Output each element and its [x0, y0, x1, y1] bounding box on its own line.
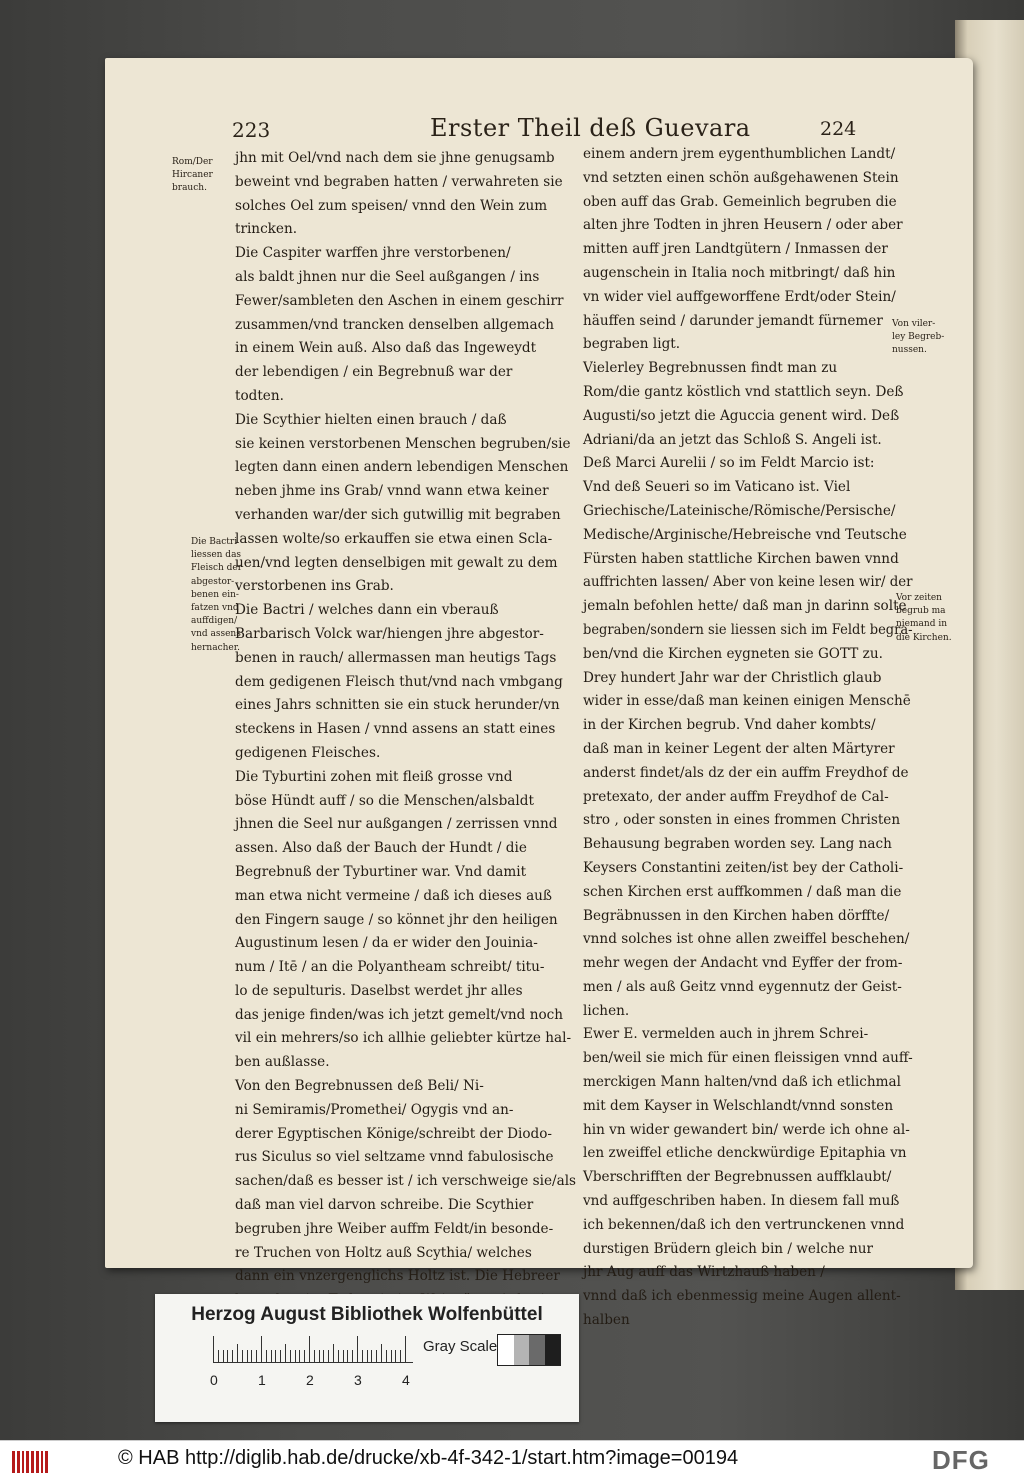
ruler-number: 3 [354, 1372, 362, 1388]
text-line: Keysers Constantini zeiten/ist bey der Catholi- [583, 859, 904, 876]
text-line: verstorbenen ins Grab. [235, 578, 394, 595]
text-line: Griechische/Lateinische/Römische/Persische/ [583, 502, 896, 519]
ruler-tick [400, 1350, 401, 1362]
ruler-tick [309, 1336, 310, 1362]
text-line: jhnen die Seel nur außgangen / zerrissen vnnd [235, 816, 558, 833]
text-line: Barbarisch Volck war/hiengen jhre abgestor- [235, 625, 544, 642]
ruler-tick [290, 1350, 291, 1362]
text-line: ben/weil sie mich für einen fleissigen vnnd auff- [583, 1050, 913, 1067]
text-line: jhn mit Oel/vnd nach dem sie jhne genugsamb [235, 150, 555, 166]
text-line: ich bekennen/daß ich den vertrunckenen vnnd [583, 1216, 905, 1233]
text-line: begraben/sondern sie liessen sich im Feldt begra- [583, 621, 913, 638]
text-line: todten. [235, 387, 284, 404]
ruler-tick [275, 1350, 276, 1362]
text-line: Die Caspiter warffen jhre verstorbenen/ [235, 245, 511, 262]
text-line: Deß Marci Aurelii / so im Feldt Marcio ist: [583, 455, 875, 472]
margin-note-hircaner: Rom/Der Hircaner brauch. [172, 157, 213, 194]
ruler-numbers [155, 1372, 579, 1392]
text-line: zusammen/vnd trancken denselben allgemach [235, 316, 555, 333]
text-line: Vielerley Begrebnussen findt man zu [583, 360, 838, 377]
text-line: uen/vnd legten denselbigen mit gewalt zu dem [235, 554, 558, 571]
text-line: stro , oder sonsten in eines frommen Christen [583, 812, 901, 829]
ruler-number: 4 [402, 1372, 410, 1388]
text-line: alten jhre Todten in jhren Heusern / oder aber [583, 217, 903, 234]
text-line: vnd setzten einen schön außgehawenen Stein [583, 169, 899, 186]
text-column-left [235, 147, 580, 1313]
text-line: daß man in keiner Legent der alten Märtyrer [583, 740, 895, 757]
text-line: Begräbnussen in den Kirchen haben dörffte/ [583, 907, 890, 924]
text-line: ben außlasse. [235, 1054, 330, 1071]
ruler-tick [405, 1336, 406, 1362]
ruler-tick [285, 1344, 286, 1362]
ruler-number: 0 [210, 1372, 218, 1388]
text-line: beweint vnd begraben hatten / verwahreten sie [235, 173, 563, 190]
page-number-right: 224 [820, 118, 857, 140]
text-line: dann ein vnzergenglichs Holtz ist. Die Hebreer [235, 1268, 560, 1285]
text-line: assen. Also daß der Bauch der Hundt / die [235, 840, 527, 857]
library-color-card [155, 1294, 579, 1422]
text-line: durstigen Brüdern gleich bin / welche nur [583, 1240, 874, 1257]
copyright-link[interactable]: © HAB http://diglib.hab.de/drucke/xb-4f-342-1/start.htm?image=00194 [118, 1447, 739, 1469]
running-title: Erster Theil deß Guevara [430, 114, 751, 142]
text-column-right [583, 143, 913, 1333]
ruler-tick [323, 1350, 324, 1362]
ruler-tick [381, 1344, 382, 1362]
ruler-tick [391, 1350, 392, 1362]
ruler-tick [357, 1336, 358, 1362]
text-line: lo de sepulturis. Daselbst werdet jhr alles [235, 982, 523, 999]
text-line: jemaln befohlen hette/ daß man jn darinn solte [583, 598, 907, 615]
text-line: rus Siculus so viel seltzame vnnd fabulosische [235, 1149, 554, 1166]
text-line: mit dem Kayser in Welschlandt/vnnd sonsten [583, 1097, 894, 1114]
text-line: Adriani/da an jetzt das Schloß S. Angeli ist. [583, 431, 882, 448]
ruler-tick [247, 1350, 248, 1362]
page-number-left: 223 [232, 118, 271, 142]
text-line: Die Bactri / welches dann ein vberauß [235, 602, 499, 619]
text-line: legten dann einen andern lebendigen Menschen [235, 459, 569, 476]
ruler-tick [266, 1350, 267, 1362]
text-line: Behausung begraben worden sey. Lang nach [583, 836, 892, 853]
text-line: lichen. [583, 1002, 630, 1019]
text-line: vn wider viel auffgeworffene Erdt/oder Stein/ [583, 288, 896, 305]
ruler-tick [213, 1336, 214, 1362]
ruler-tick [338, 1350, 339, 1362]
text-line: neben jhme ins Grab/ vnnd wann etwa keiner [235, 483, 549, 500]
text-line: Fürsten haben stattliche Kirchen bawen vnnd [583, 550, 899, 567]
text-line: daß man viel darvon schreibe. Die Scythier [235, 1197, 534, 1214]
text-line: num / Itē / an die Polyantheam schreibt/ titu- [235, 959, 545, 976]
text-line: vnnd daß ich ebenmessig meine Augen allent- [583, 1288, 901, 1305]
text-line: men / als auß Geitz vnnd eygennutz der Geist- [583, 978, 902, 995]
text-line: Fewer/sambleten den Aschen in einem geschirr [235, 292, 564, 309]
ruler-tick [328, 1350, 329, 1362]
text-line: anderst findet/als dz der ein auffm Freydhof de [583, 764, 909, 781]
text-line: häuffen seind / darunder jemandt fürnemer [583, 312, 883, 329]
text-line: man etwa nicht vermeine / daß ich dieses auß [235, 887, 553, 904]
text-line: oben auff das Grab. Gemeinlich begruben die [583, 193, 897, 210]
text-line: das jenige finden/was ich jetzt gemelt/vnd noch [235, 1006, 564, 1023]
ruler-tick [333, 1344, 334, 1362]
text-line: vnnd solches ist ohne allen zweiffel beschehen/ [583, 931, 910, 948]
ruler-tick [367, 1350, 368, 1362]
text-line: merckigen Mann halten/vnd daß ich etlichmal [583, 1074, 901, 1091]
text-line: mitten auff jren Landtgütern / Inmassen der [583, 241, 888, 258]
ruler-tick [242, 1350, 243, 1362]
ruler-number: 2 [306, 1372, 314, 1388]
text-line: auffrichten lassen/ Aber von keine lesen wir/ der [583, 574, 913, 591]
text-line: Die Scythier hielten einen brauch / daß [235, 411, 507, 428]
ruler-tick [304, 1350, 305, 1362]
ruler-tick [386, 1350, 387, 1362]
text-line: len zweiffel etliche denckwürdige Epitaphia vn [583, 1145, 907, 1162]
ruler-tick [251, 1350, 252, 1362]
dfg-logo: DFG [932, 1445, 990, 1475]
gray-scale-swatch [497, 1334, 561, 1366]
footer-bar [0, 1440, 1024, 1481]
text-line: böse Hündt auff / so die Menschen/alsbaldt [235, 792, 534, 809]
text-line: Begrebnuß der Tyburtiner war. Vnd damit [235, 863, 527, 880]
text-line: eines Jahrs schnitten sie ein stuck herunder/vn [235, 697, 560, 714]
ruler-tick [371, 1350, 372, 1362]
ruler-tick [347, 1350, 348, 1362]
text-line: benen in rauch/ allermassen man heutigs Tags [235, 649, 557, 666]
text-line: dem gedigenen Fleisch thut/vnd nach vmbgang [235, 673, 563, 690]
ruler-tick [218, 1350, 219, 1362]
library-name: Herzog August Bibliothek Wolfenbüttel [191, 1304, 543, 1325]
ruler-tick [237, 1344, 238, 1362]
margin-note-kirchen: Vor zeiten begrub ma niemand in die Kirchen. [896, 593, 952, 643]
text-line: vnd auffgeschriben haben. In diesem fall muß [583, 1193, 900, 1210]
text-line: Augustinum lesen / da er wider den Jouinia- [235, 935, 538, 952]
ruler-tick [343, 1350, 344, 1362]
ruler-tick [314, 1350, 315, 1362]
text-line: sachen/daß es besser ist / ich verschweige sie/als [235, 1173, 577, 1190]
text-line: Medische/Arginische/Hebreische vnd Teutsche [583, 526, 907, 543]
ruler-tick [352, 1350, 353, 1362]
ruler-tick [227, 1350, 228, 1362]
text-line: begraben ligt. [583, 336, 681, 353]
ruler-tick [395, 1350, 396, 1362]
margin-note-bactri: Die Bactri liessen das Fleisch der abgestor- benen ein- fatzen vnd auffdigen/ vnd assens hernacher. [191, 537, 243, 653]
text-line: einem andern jrem eygenthumblichen Landt/ [583, 146, 896, 162]
text-line: derer Egyptischen Könige/schreibt der Diodo- [235, 1125, 552, 1142]
text-line: re Truchen von Holtz auß Scythia/ welches [235, 1244, 532, 1261]
text-line: halben [583, 1312, 630, 1329]
ruler-tick [376, 1350, 377, 1362]
text-line: gedigenen Fleisches. [235, 744, 381, 761]
ruler-tick [256, 1350, 257, 1362]
gray-scale-label: Gray Scale [423, 1338, 498, 1355]
text-line: jhr Aug auff das Wirtzhauß haben / [583, 1264, 825, 1281]
ruler-tick [362, 1350, 363, 1362]
text-line: in der Kirchen begrub. Vnd daher kombts/ [583, 717, 876, 734]
text-line: Ewer E. vermelden auch in jhrem Schrei- [583, 1026, 869, 1043]
ruler-number: 1 [258, 1372, 266, 1388]
text-line: trincken. [235, 221, 298, 238]
ruler-tick [261, 1336, 262, 1362]
text-line: steckens in Hasen / vnnd assens an statt eines [235, 721, 556, 738]
text-line: ben/vnd die Kirchen eygneten sie GOTT zu. [583, 645, 883, 662]
text-line: solches Oel zum speisen/ vnnd den Wein zum [235, 197, 548, 214]
ruler-tick [319, 1350, 320, 1362]
text-line: pretexato, der ander auffm Freydhof de Cal- [583, 788, 889, 805]
ruler-tick [299, 1350, 300, 1362]
hab-logo-icon [12, 1451, 48, 1473]
text-line: Drey hundert Jahr war der Christlich glaub [583, 669, 882, 686]
text-line: augenschein in Italia noch mitbringt/ daß hin [583, 264, 896, 281]
text-line: Augusti/so jetzt die Aguccia genent wird. Deß [583, 407, 900, 424]
text-line: als baldt jhnen nur die Seel außgangen / ins [235, 268, 540, 285]
text-line: Rom/die gantz köstlich vnd stattlich seyn. Deß [583, 383, 904, 400]
text-line: vil ein mehrers/so ich allhie geliebter kürtze hal- [235, 1030, 572, 1047]
text-line: lassen wolte/so erkauffen sie etwa einen Scla- [235, 530, 553, 547]
text-line: mehr wegen der Andacht vnd Eyffer der from- [583, 955, 903, 972]
text-line: Von den Begrebnussen deß Beli/ Ni- [235, 1078, 484, 1095]
text-line: Vberschrifften der Begrebnussen auffklaubt/ [583, 1169, 892, 1186]
ruler-tick [223, 1350, 224, 1362]
text-line: ni Semiramis/Promethei/ Ogygis vnd an- [235, 1101, 514, 1118]
ruler-tick [280, 1350, 281, 1362]
ruler-tick [232, 1350, 233, 1362]
text-line: hin vn wider gewandert bin/ werde ich ohne al- [583, 1121, 910, 1138]
scale-ruler [213, 1334, 413, 1363]
text-line: Die Tyburtini zohen mit fleiß grosse vnd [235, 768, 513, 785]
text-line: begruben jhre Weiber auffm Feldt/in besonde- [235, 1220, 554, 1237]
ruler-tick [271, 1350, 272, 1362]
text-line: wider in esse/daß man keinen einigen Menschē [583, 693, 911, 710]
text-line: sie keinen verstorbenen Menschen begruben/sie [235, 435, 571, 452]
text-line: verhanden war/der sich gutwillig mit begraben [235, 506, 561, 523]
text-line: schen Kirchen erst auffkommen / daß man die [583, 883, 902, 900]
ruler-tick [295, 1350, 296, 1362]
text-line: den Fingern sauge / so könnet jhr den heiligen [235, 911, 558, 928]
text-line: der lebendigen / ein Begrebnuß war der [235, 364, 513, 381]
margin-note-begrebnussen: Von viler- ley Begreb- nussen. [892, 319, 945, 356]
text-line: Vnd deß Seueri so im Vaticano ist. Viel [583, 479, 851, 496]
text-line: in einem Wein auß. Also daß das Ingeweydt [235, 340, 537, 357]
